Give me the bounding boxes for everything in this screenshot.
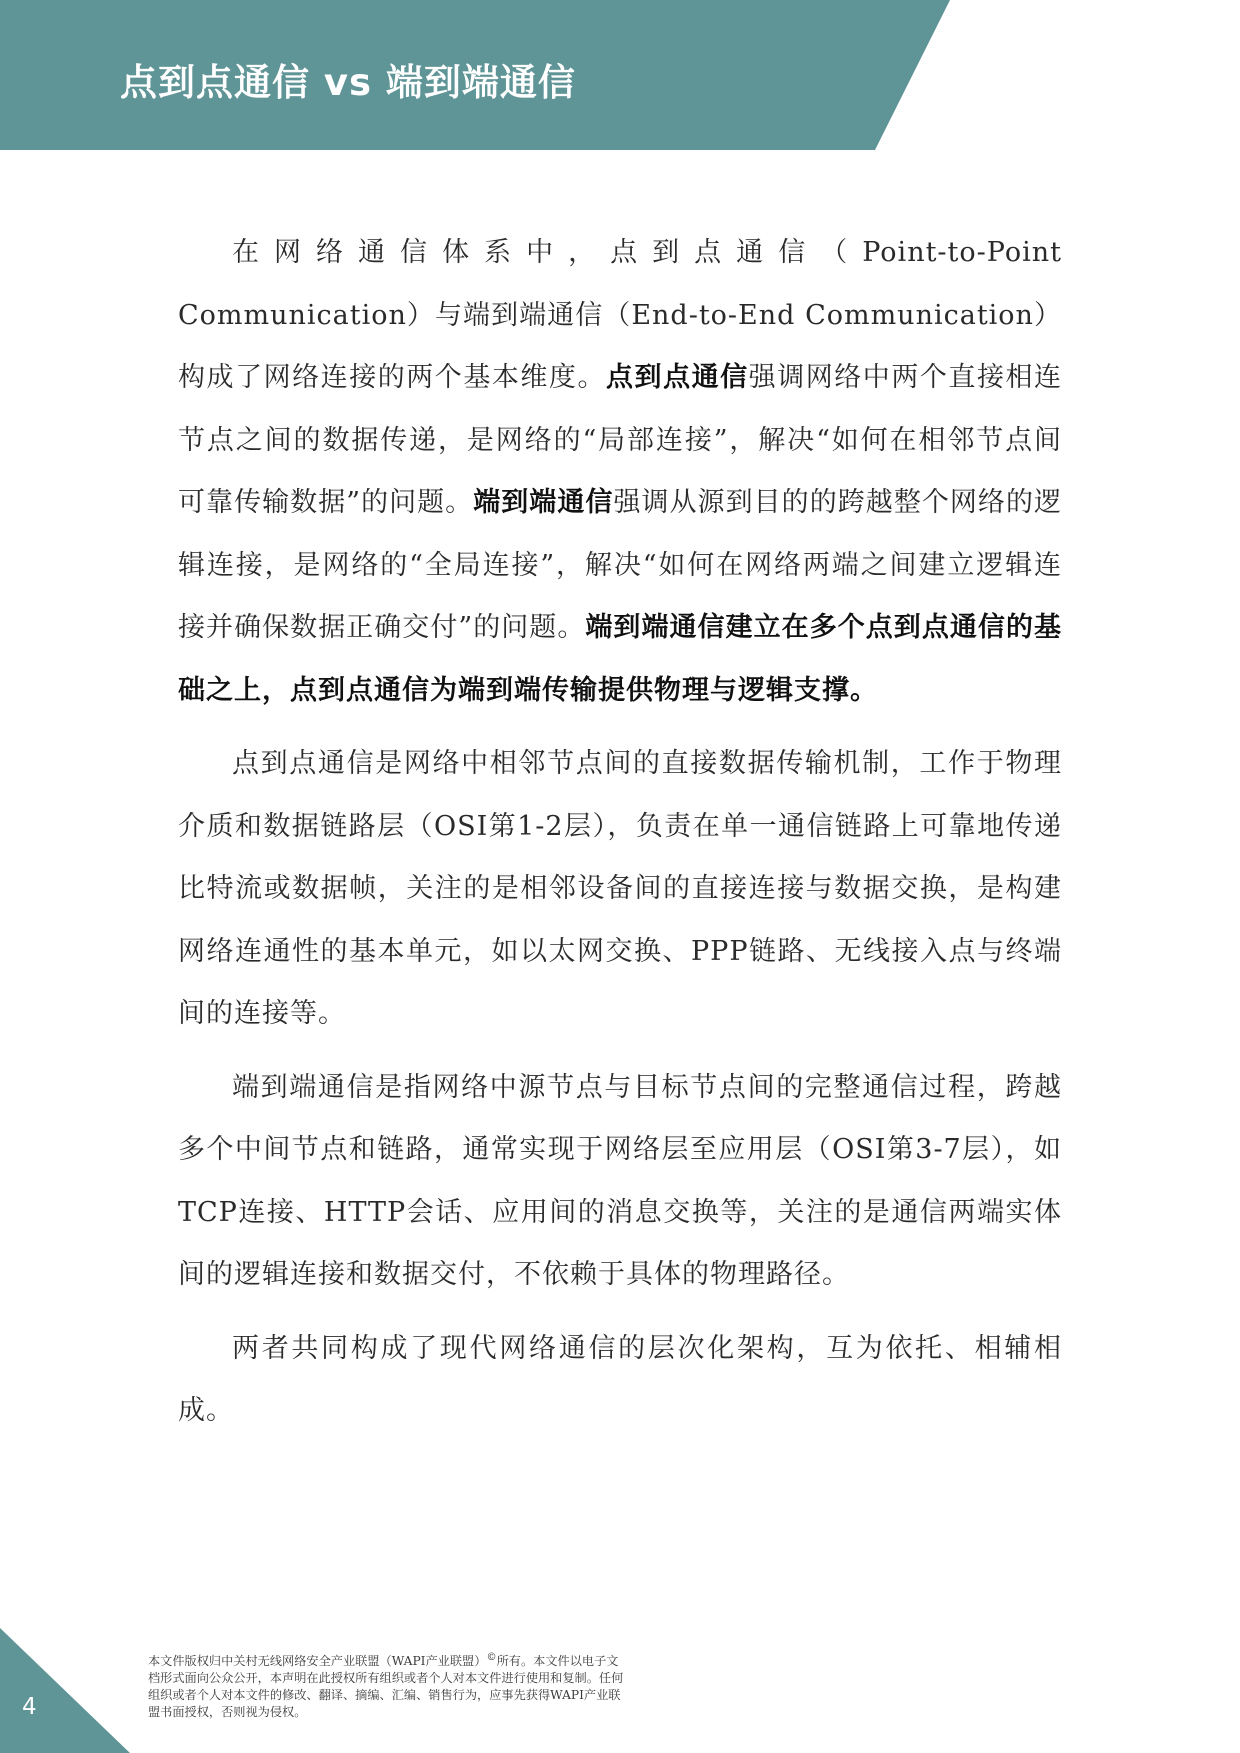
- copyright-notice: [148, 1649, 628, 1721]
- page-number: 4: [22, 1694, 37, 1720]
- term-point-to-point: 点到点通信: [606, 362, 749, 393]
- paragraph-point-to-point: [178, 733, 1062, 1046]
- summary-text: 两者共同构成了现代网络通信的层次化架构，互为依托、相辅相成。: [178, 1332, 1062, 1426]
- paragraph-summary: [178, 1318, 1062, 1443]
- page-title: 点到点通信 vs 端到端通信: [120, 61, 576, 104]
- point-to-point-text: 点到点通信是网络中相邻节点间的直接数据传输机制，工作于物理介质和数据链路层（OSI第1-2层），负责在单一通信链路上可靠地传递比特流或数据帧，关注的是相邻设备间的直接连接与数据交换，是构建网络连通性的基本单元，如以太网交换、PPP链路、无线接入点与终端间的连接等。: [178, 748, 1062, 1029]
- intro-conclusion: 端到端通信建立在多个点到点通信的基础之上，点到点通信为端到端传输提供物理与逻辑支撑。: [178, 612, 1063, 706]
- intro-text-1: 在网络通信体系中，点到点通信（Point-to-Point Communication）与端到端通信（End-to-End Communication）构成了网络连接的两个基本维度。: [178, 237, 1062, 393]
- page-corner-triangle: [0, 1628, 130, 1753]
- body-text: [178, 222, 1062, 1454]
- paragraph-end-to-end: [178, 1057, 1062, 1307]
- copyright-notice-part2: 所有。本文件以电子文档形式面向公众公开，本声明在此授权所有组织或者个人对本文件进行使用和复制。任何组织或者个人对本文件的修改、翻译、摘编、汇编、销售行为，应事先获得WAPI产业联盟书面授权，否则视为侵权。: [148, 1654, 624, 1720]
- paragraph-intro: [178, 222, 1062, 722]
- intro-text-2: 强调网络中两个直接相连节点之间的数据传递，是网络的“局部连接”，解决“如何在相邻节点间可靠传输数据”的问题。: [178, 362, 1063, 518]
- term-end-to-end: 端到端通信: [473, 487, 614, 518]
- copyright-notice-part1: 本文件版权归中关村无线网络安全产业联盟（WAPI产业联盟）: [148, 1654, 487, 1669]
- end-to-end-text: 端到端通信是指网络中源节点与目标节点间的完整通信过程，跨越多个中间节点和链路，通常实现于网络层至应用层（OSI第3-7层），如TCP连接、HTTP会话、应用间的消息交换等，关注的是通信两端实体间的逻辑连接和数据交付，不依赖于具体的物理路径。: [178, 1071, 1062, 1290]
- intro-text-3: 强调从源到目的的跨越整个网络的逻辑连接，是网络的“全局连接”，解决“如何在网络两端之间建立逻辑连接并确保数据正确交付”的问题。: [178, 487, 1063, 643]
- copyright-mark: ©: [486, 1652, 497, 1663]
